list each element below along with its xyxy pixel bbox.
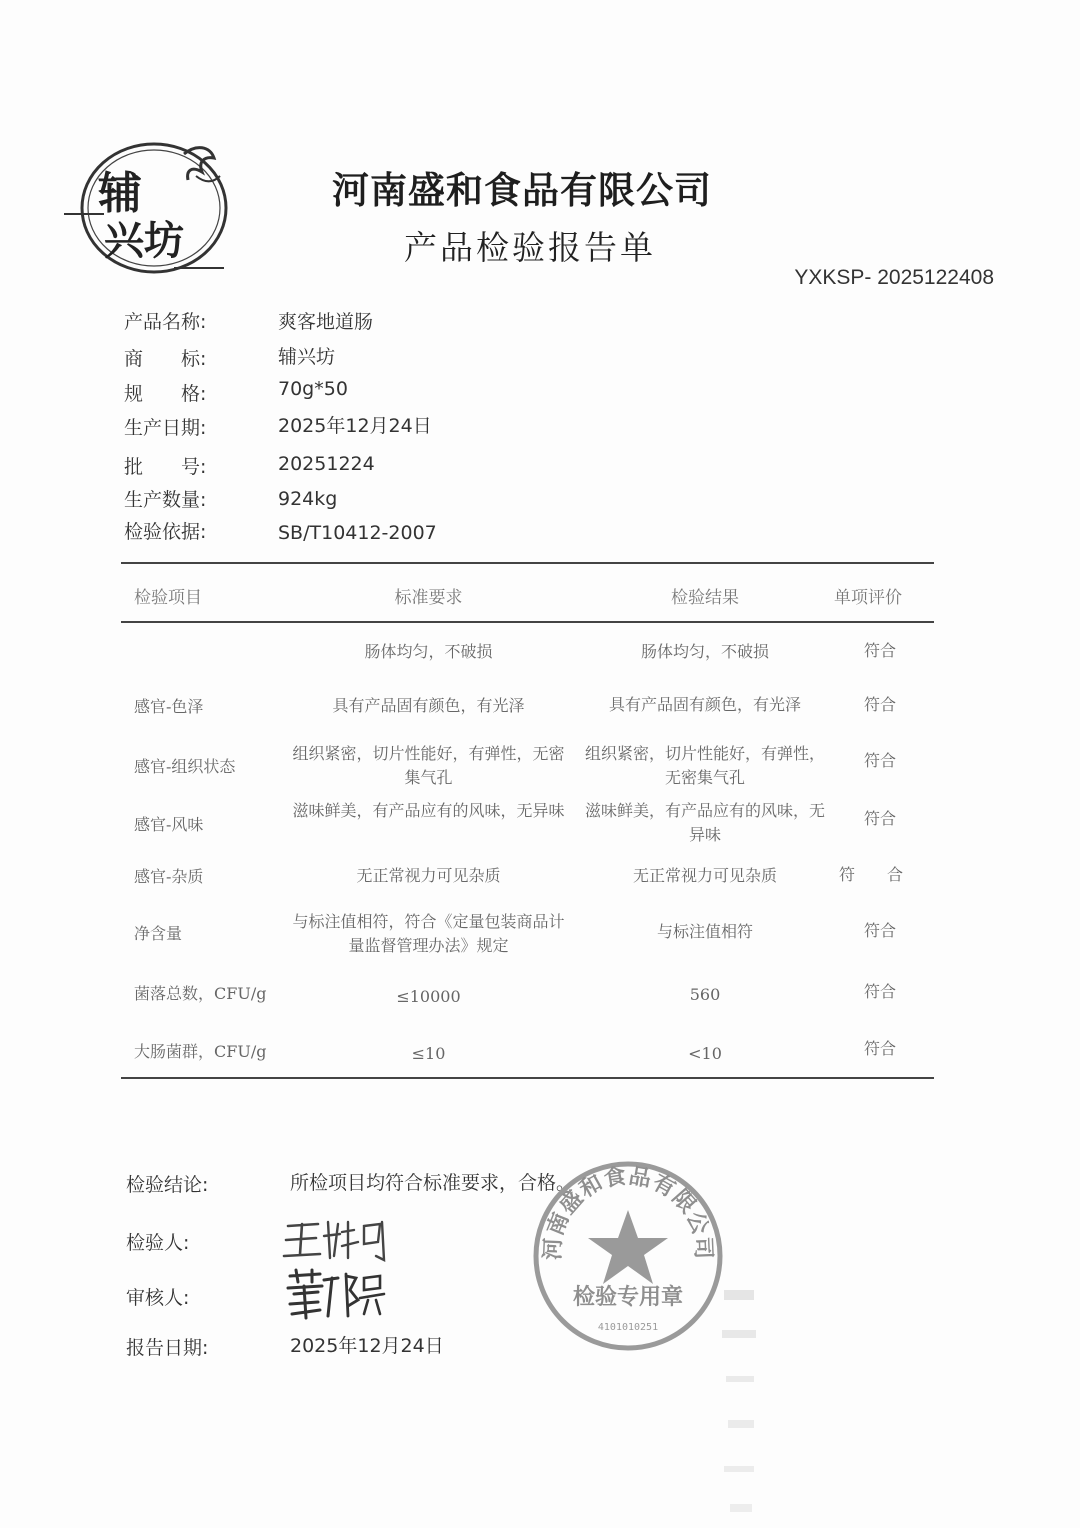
table-row-item: 感官-风味 [134, 815, 204, 834]
table-row-item: 大肠菌群，CFU/g [134, 1042, 267, 1061]
report-number: YXKSP- 2025122408 [794, 266, 994, 289]
table-row-result: 无正常视力可见杂质 [632, 866, 777, 885]
table-row-result: 滋味鲜美，有产品应有的风味，无异味 [584, 801, 825, 844]
header-result: 检验结果 [671, 588, 739, 608]
spec-value: 70g*50 [278, 378, 348, 400]
table-row-standard: ≤10000 [396, 987, 461, 1006]
table-top-rule [121, 562, 934, 564]
production-date-label: 生产日期: [124, 417, 207, 439]
inspection-basis-label: 检验依据: [124, 521, 207, 543]
seal-inner-text: 检验专用章 [572, 1285, 684, 1310]
table-row-evaluation: 符合 [863, 1039, 896, 1058]
table-row-item: 菌落总数，CFU/g [134, 984, 267, 1003]
table-row-result: <10 [688, 1044, 722, 1063]
svg-text:兴坊: 兴坊 [104, 218, 184, 264]
inspector-label: 检验人: [126, 1232, 190, 1254]
scan-artifact [718, 1290, 762, 1520]
table-row-standard: 滋味鲜美，有产品应有的风味，无异味 [292, 801, 565, 820]
table-header-rule [121, 621, 934, 623]
table-row-evaluation: 符合 [863, 641, 896, 660]
table-row-item: 感官-组织状态 [134, 757, 236, 776]
table-row-standard: 组织紧密，切片性能好，有弹性，无密集气孔 [292, 744, 565, 787]
table-row-result: 肠体均匀，不破损 [640, 642, 769, 661]
table-row-result: 组织紧密，切片性能好，有弹性，无密集气孔 [584, 744, 825, 787]
table-row-standard: 与标注值相符，符合《定量包装商品计量监督管理办法》规定 [292, 912, 565, 955]
document-title: 产品检验报告单 [404, 228, 656, 267]
table-row-evaluation: 符合 [863, 751, 896, 770]
table-row-item: 感官-杂质 [134, 867, 204, 886]
inspector-signature [280, 1212, 400, 1268]
table-bottom-rule [121, 1077, 934, 1079]
seal-outer-text: 河南盛和食品有限公司 [540, 1163, 716, 1261]
header-item: 检验项目 [134, 588, 202, 608]
brand-label: 商 标: [124, 348, 207, 370]
reviewer-label: 审核人: [126, 1287, 190, 1309]
company-name: 河南盛和食品有限公司 [332, 169, 712, 212]
official-seal [530, 1158, 726, 1354]
company-logo [64, 136, 232, 278]
table-row-standard: 肠体均匀，不破损 [364, 642, 493, 661]
table-row-standard: ≤10 [411, 1044, 446, 1063]
report-date-label: 报告日期: [126, 1337, 209, 1359]
conclusion-value: 所检项目均符合标准要求，合格。 [290, 1172, 576, 1194]
header-standard: 标准要求 [394, 588, 463, 608]
brand-value: 辅兴坊 [278, 346, 336, 368]
table-row-evaluation: 符合 [863, 982, 896, 1001]
table-row-evaluation: 符合 [863, 921, 896, 940]
table-row-evaluation: 符 合 [838, 865, 903, 884]
table-row-evaluation: 符合 [863, 695, 896, 714]
svg-text:辅: 辅 [98, 168, 142, 219]
batch-number-value: 20251224 [278, 453, 375, 475]
production-date-value: 2025年12月24日 [278, 415, 432, 437]
product-name-label: 产品名称: [124, 311, 207, 333]
report-date-value: 2025年12月24日 [290, 1335, 444, 1357]
conclusion-label: 检验结论: [126, 1174, 209, 1196]
product-name-value: 爽客地道肠 [278, 311, 374, 333]
seal-serial: 4101010251 [597, 1322, 659, 1333]
quantity-value: 924kg [278, 488, 338, 510]
quantity-label: 生产数量: [124, 489, 207, 511]
table-row-result: 与标注值相符 [656, 922, 753, 941]
table-row-result: 具有产品固有颜色，有光泽 [608, 695, 801, 714]
batch-number-label: 批 号: [124, 456, 207, 478]
spec-label: 规 格: [124, 383, 207, 405]
table-row-item: 感官-色泽 [134, 697, 204, 716]
header-evaluation: 单项评价 [834, 588, 902, 608]
table-row-standard: 具有产品固有颜色，有光泽 [332, 696, 525, 715]
reviewer-signature [284, 1266, 404, 1322]
table-row-evaluation: 符合 [863, 809, 896, 828]
table-row-standard: 无正常视力可见杂质 [356, 866, 501, 885]
inspection-basis-value: SB/T10412-2007 [278, 522, 437, 544]
table-row-item: 净含量 [134, 924, 183, 943]
table-row-result: 560 [689, 985, 721, 1004]
